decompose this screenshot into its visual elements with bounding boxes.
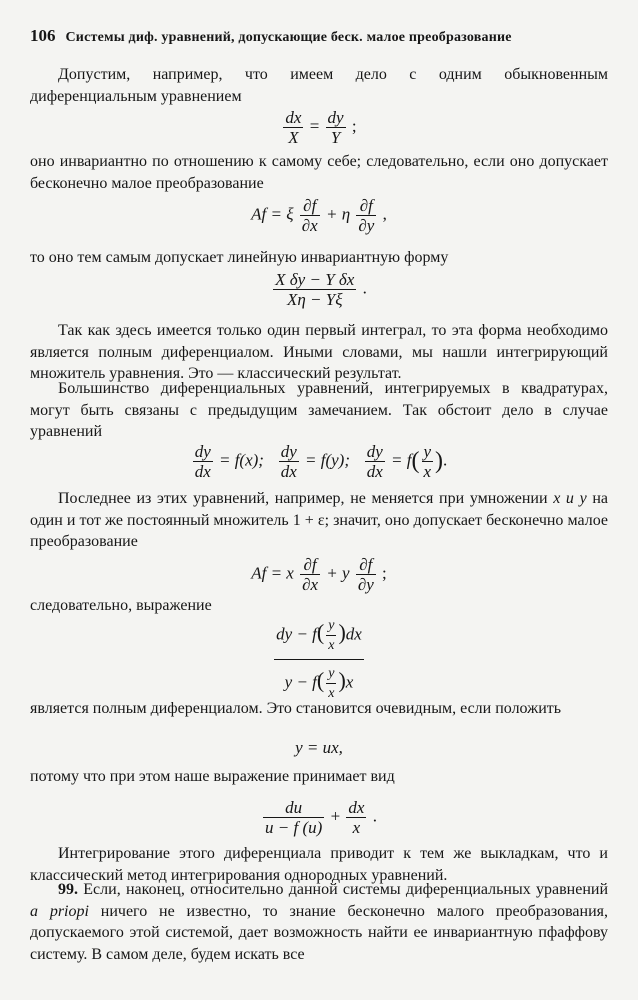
paragraph: оно инвариантно по отношению к самому себе; следовательно, если оно допускает бесконечно малое преобразование [30,153,608,192]
paragraph: Допустим, например, что имеем дело с одним обыкновенным диференциальным уравнением [30,66,608,105]
paragraph: 99. Если, наконец, относительно данной системы диференциальных уравнений a priopi ничего не известно, то знание бесконечно малого преобразования, допускаемого этой системой, дает возможность найти ее инвариантную пфаффову систему. В самом деле, будем искать все [30,881,609,963]
equation-3: $\frac{\text{X δy − Y δx}}{X\eta - Y\xi}$ . [275,270,367,309]
equation-2: Af = ξ $\frac{\partial f}{\partial x}$ + η $\frac{\partial f}{\partial y}$ , [251,196,387,235]
paragraph: то оно тем самым допускает линейную инвариантную форму [30,249,449,266]
paragraph: потому что при этом наше выражение принимает вид [30,768,395,785]
section-number: 99. [58,881,78,898]
equation-6: dy − f( $\frac{y}{x}$ )dx y − f( $\frac{y}{x}$ )x [276,618,362,701]
equation-4: $\frac{dy}{dx}$ = f(x); $\frac{dy}{dx}$ = f(y); $\frac{dy}{dx}$ = f( $\frac{y}{x}$ ). [194,442,448,481]
paragraph: Так как здесь имеется только один первый интеграл, то эта форма необходимо является полным диференциалом. Иными словами, мы нашли интегрирующий множитель уравнения. Это — классический результат. [30,322,608,382]
paragraph: Большинство диференциальных уравнений, интегрируемых в квадратурах, могут быть связаны с предыдущим замечанием. Так обстоит дело в случае уравнений [30,380,608,440]
paragraph: является полным диференциалом. Это становится очевидным, если положить [30,700,562,717]
paragraph: Интегрирование этого диференциала приводит к тем же выкладкам, что и классический метод интегрирования однородных уравнений. [30,845,608,884]
paragraph: следовательно, выражение [30,597,212,614]
equation-8: $\frac{du}{u - f (u)}$ + $\frac{dx}{x}$ . [265,798,377,837]
equation-1: $\frac{dx}{X}$ = $\frac{dy}{Y}$ ; [285,108,357,147]
paragraph: Последнее из этих уравнений, например, не меняется при умножении x и y на один и тот же постоянный множитель 1 + ε; значит, оно допускает бесконечно малое преобразование [30,490,609,550]
equation-5: Af = x $\frac{\partial f}{\partial x}$ + y $\frac{\partial f}{\partial y}$ ; [251,555,387,594]
header-title: Системы диф. уравнений, допускающие беск. малое преобразование [65,30,512,45]
running-header [30,26,610,46]
equation-7: y = ux, [295,738,343,757]
page-number: 106 [30,26,56,45]
